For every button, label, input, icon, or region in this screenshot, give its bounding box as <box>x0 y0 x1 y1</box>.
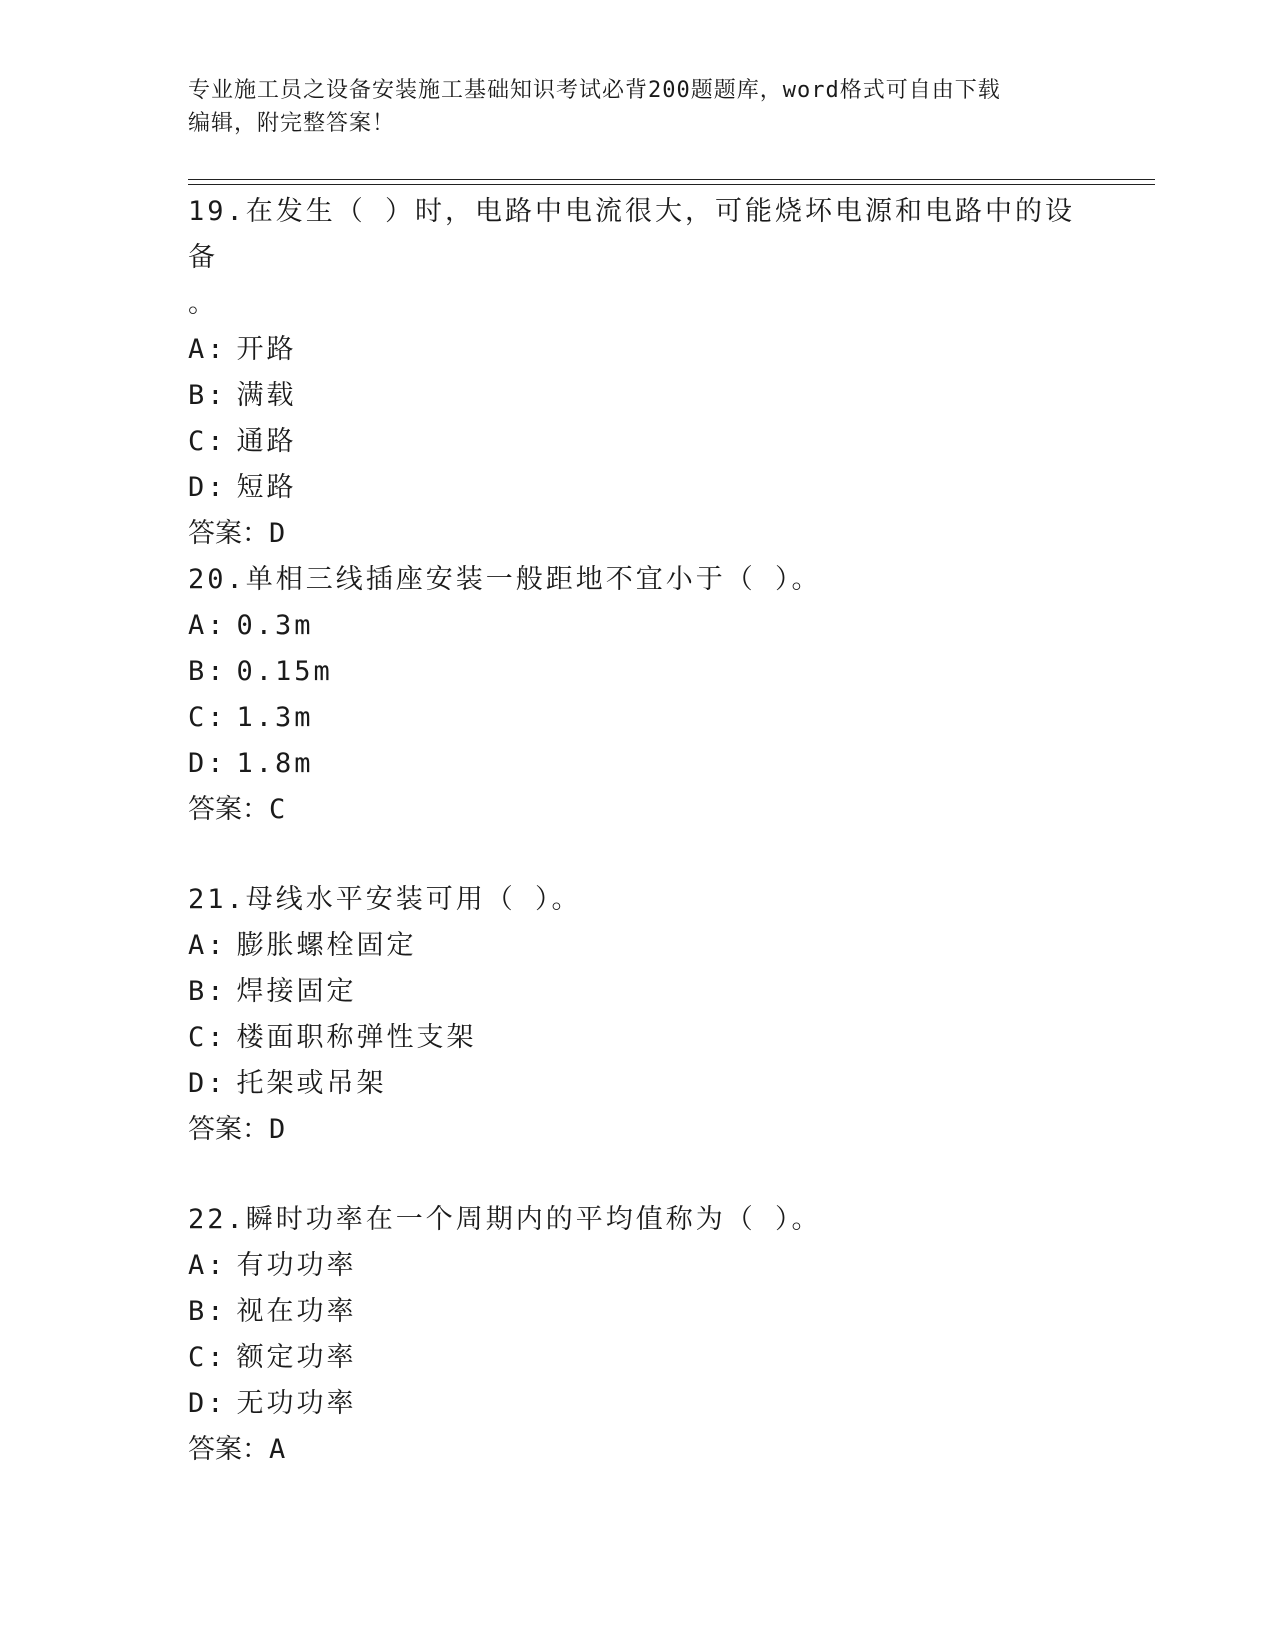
option-letter: D: <box>188 1388 227 1419</box>
option-text: 0.15m <box>236 656 333 687</box>
answer-line <box>188 787 1088 833</box>
header-line-1: 专业施工员之设备安装施工基础知识考试必背200题题库，word格式可自由下载 <box>188 78 1001 103</box>
question-22 <box>188 1197 1088 1473</box>
option-letter: A: <box>188 930 227 961</box>
option-a <box>188 603 1088 649</box>
option-d <box>188 1381 1088 1427</box>
option-b <box>188 649 1088 695</box>
option-letter: B: <box>188 380 227 411</box>
header-line-2: 编辑，附完整答案！ <box>188 111 396 136</box>
option-text: 1.8m <box>236 748 314 779</box>
answer-line <box>188 511 1088 557</box>
option-text: 满载 <box>236 380 297 411</box>
question-stem-continuation: 。 <box>188 288 218 319</box>
answer-value: C <box>269 794 286 825</box>
question-stem: 21.母线水平安装可用（ ）。 <box>188 884 582 915</box>
header-divider-bottom <box>188 184 1155 185</box>
option-c <box>188 1335 1088 1381</box>
answer-label: 答案： <box>188 794 269 825</box>
option-letter: A: <box>188 610 227 641</box>
answer-label: 答案： <box>188 1434 269 1465</box>
option-b <box>188 373 1088 419</box>
option-text: 短路 <box>236 472 297 503</box>
option-a <box>188 1243 1088 1289</box>
option-letter: B: <box>188 656 227 687</box>
answer-line <box>188 1427 1088 1473</box>
option-text: 1.3m <box>236 702 314 733</box>
option-d <box>188 465 1088 511</box>
option-text: 开路 <box>236 334 297 365</box>
answer-value: A <box>269 1434 286 1465</box>
option-letter: D: <box>188 472 227 503</box>
question-21 <box>188 877 1088 1153</box>
option-c <box>188 695 1088 741</box>
question-stem: 19.在发生（ ）时，电路中电流很大，可能烧坏电源和电路中的设备 <box>188 196 1076 273</box>
option-letter: C: <box>188 1342 227 1373</box>
option-a <box>188 923 1088 969</box>
option-b <box>188 969 1088 1015</box>
option-letter: A: <box>188 1250 227 1281</box>
answer-value: D <box>269 1114 286 1145</box>
option-text: 有功功率 <box>236 1250 357 1281</box>
option-c <box>188 419 1088 465</box>
option-letter: C: <box>188 426 227 457</box>
header-divider-top <box>188 179 1155 180</box>
option-letter: A: <box>188 334 227 365</box>
option-b <box>188 1289 1088 1335</box>
option-text: 焊接固定 <box>236 976 357 1007</box>
option-text: 托架或吊架 <box>236 1068 387 1099</box>
option-text: 视在功率 <box>236 1296 357 1327</box>
answer-line <box>188 1107 1088 1153</box>
option-text: 通路 <box>236 426 297 457</box>
option-d <box>188 741 1088 787</box>
option-a <box>188 327 1088 373</box>
option-letter: D: <box>188 748 227 779</box>
option-letter: C: <box>188 702 227 733</box>
option-text: 无功功率 <box>236 1388 357 1419</box>
option-d <box>188 1061 1088 1107</box>
option-text: 楼面职称弹性支架 <box>236 1022 477 1053</box>
answer-value: D <box>269 518 286 549</box>
option-letter: B: <box>188 1296 227 1327</box>
option-text: 膨胀螺栓固定 <box>236 930 417 961</box>
option-text: 0.3m <box>236 610 314 641</box>
question-stem: 20.单相三线插座安装一般距地不宜小于（ ）。 <box>188 564 822 595</box>
option-letter: C: <box>188 1022 227 1053</box>
answer-label: 答案： <box>188 1114 269 1145</box>
option-letter: D: <box>188 1068 227 1099</box>
document-header <box>188 74 1088 140</box>
answer-label: 答案： <box>188 518 269 549</box>
question-19 <box>188 189 1088 557</box>
option-letter: B: <box>188 976 227 1007</box>
question-stem: 22.瞬时功率在一个周期内的平均值称为（ ）。 <box>188 1204 822 1235</box>
option-text: 额定功率 <box>236 1342 357 1373</box>
option-c <box>188 1015 1088 1061</box>
question-20 <box>188 557 1088 833</box>
